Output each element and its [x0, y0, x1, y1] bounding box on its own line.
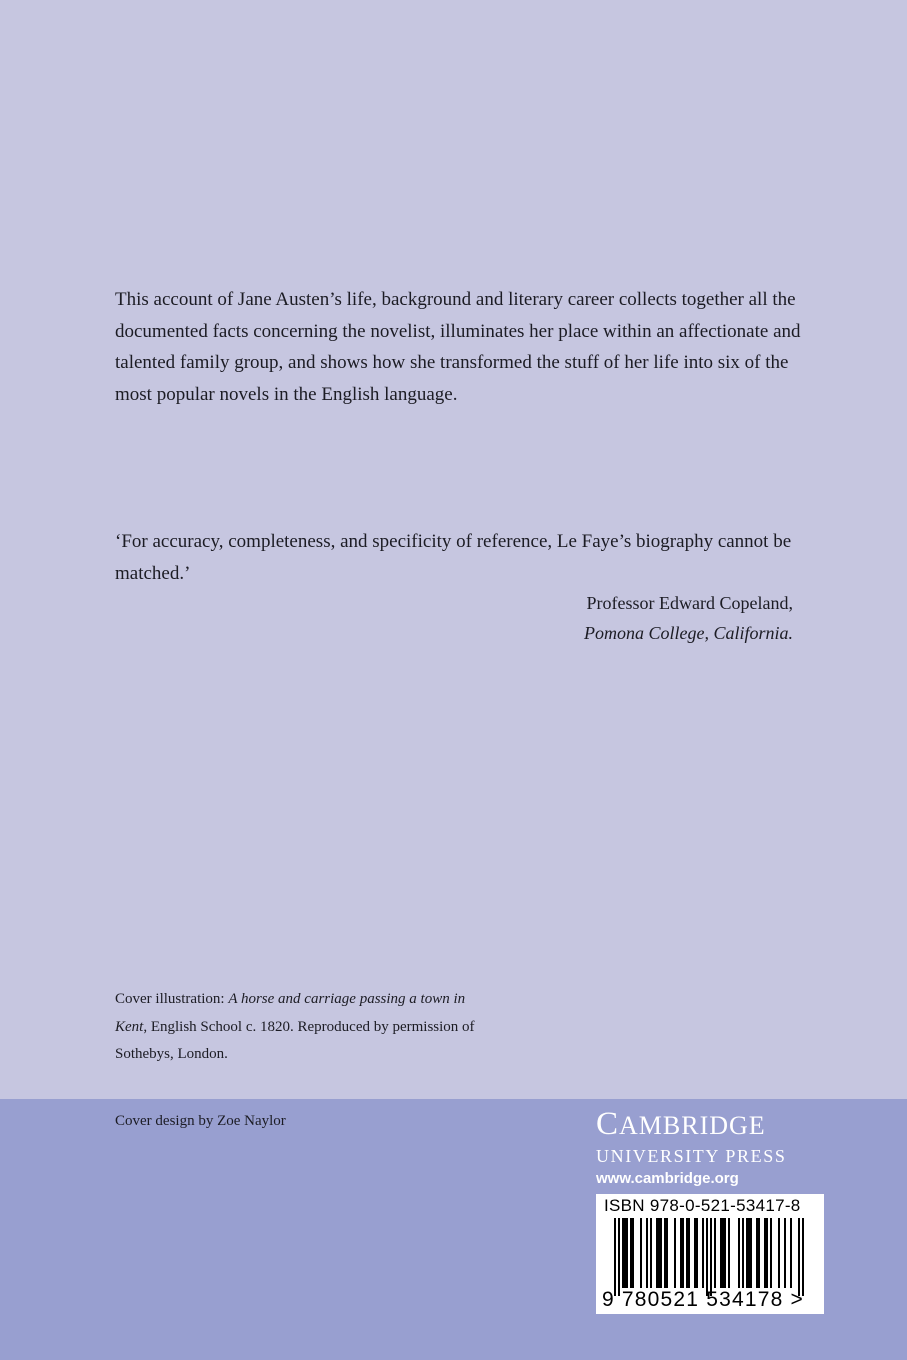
barcode-bar — [646, 1218, 648, 1288]
barcode-bar — [720, 1218, 722, 1288]
publisher-logo — [596, 1104, 828, 1192]
barcode-bar — [714, 1218, 716, 1288]
barcode-bar — [758, 1218, 760, 1288]
review-quote: ‘For accuracy, completeness, and specificity of reference, Le Faye’s biography cannot be matched.’ — [115, 531, 792, 584]
back-cover-blurb — [115, 284, 805, 410]
isbn-label: ISBN 978-0-521-53417-8 — [604, 1196, 801, 1215]
barcode-bar — [764, 1218, 766, 1288]
barcode-bar — [798, 1218, 800, 1296]
barcode-digits: 9 780521 534178 > — [602, 1288, 804, 1311]
barcode-bar — [658, 1218, 660, 1288]
barcode-bar — [722, 1218, 724, 1288]
reviewer-name: Professor Edward Copeland, — [586, 593, 793, 613]
barcode-bar — [706, 1218, 708, 1296]
barcode-bar — [682, 1218, 684, 1288]
barcode-bar — [664, 1218, 666, 1288]
barcode-bar — [696, 1218, 698, 1288]
barcode-bar — [650, 1218, 652, 1288]
barcode-bar — [770, 1218, 772, 1288]
barcode-bar — [618, 1218, 620, 1296]
barcode-bar — [728, 1218, 730, 1288]
publisher-name — [596, 1104, 828, 1146]
credit-prefix: Cover illustration: — [115, 991, 229, 1007]
blurb-text: This account of Jane Austen’s life, background and literary career collects together all the documented facts concerning the novelist, illuminates her place within an affectionate and talented family group, and shows how she transformed the stuff of her life into six of the most popular novels in the English language. — [115, 289, 801, 405]
barcode-bar — [630, 1218, 632, 1288]
barcode-bar — [674, 1218, 676, 1288]
barcode-bar — [766, 1218, 768, 1288]
barcode-bar — [702, 1218, 704, 1288]
publisher-name-initial: C — [596, 1106, 620, 1142]
barcode-bar — [756, 1218, 758, 1288]
barcode-bar — [778, 1218, 780, 1288]
barcode-bar — [784, 1218, 786, 1288]
barcode-bar — [710, 1218, 712, 1296]
cover-illustration-credit — [115, 986, 475, 1069]
barcode-bar — [688, 1218, 690, 1288]
publisher-url: www.cambridge.org — [596, 1170, 739, 1187]
barcode-bar — [748, 1218, 750, 1288]
barcode-bar — [686, 1218, 688, 1288]
credit-suffix: , English School c. 1820. Reproduced by permission of Sothebys, London. — [115, 1018, 475, 1062]
reviewer-institution: Pomona College, California. — [584, 623, 793, 643]
barcode-bar — [802, 1218, 804, 1296]
barcode-bar — [738, 1218, 740, 1288]
barcode-bar — [626, 1218, 628, 1288]
barcode-bar — [742, 1218, 744, 1288]
barcode-bar — [790, 1218, 792, 1288]
review-attribution — [584, 588, 793, 648]
barcode-bar — [660, 1218, 662, 1288]
isbn-barcode — [596, 1194, 824, 1314]
barcode-bar — [694, 1218, 696, 1288]
barcode-bar — [680, 1218, 682, 1288]
barcode-bar — [622, 1218, 624, 1288]
barcode-bar — [666, 1218, 668, 1288]
cover-design-credit: Cover design by Zoe Naylor — [115, 1113, 286, 1129]
barcode-bar — [746, 1218, 748, 1288]
publisher-subtitle: UNIVERSITY PRESS — [596, 1146, 787, 1166]
barcode-bar — [724, 1218, 726, 1288]
illustration-title: A horse and carriage passing a town in Kent — [115, 991, 466, 1035]
barcode-bar — [750, 1218, 752, 1288]
barcode-bar — [614, 1218, 616, 1296]
barcode-bar — [640, 1218, 642, 1288]
publisher-name-rest: AMBRIDGE — [619, 1111, 766, 1140]
barcode-bar — [624, 1218, 626, 1288]
barcode-bar — [632, 1218, 634, 1288]
barcode-bar — [656, 1218, 658, 1288]
